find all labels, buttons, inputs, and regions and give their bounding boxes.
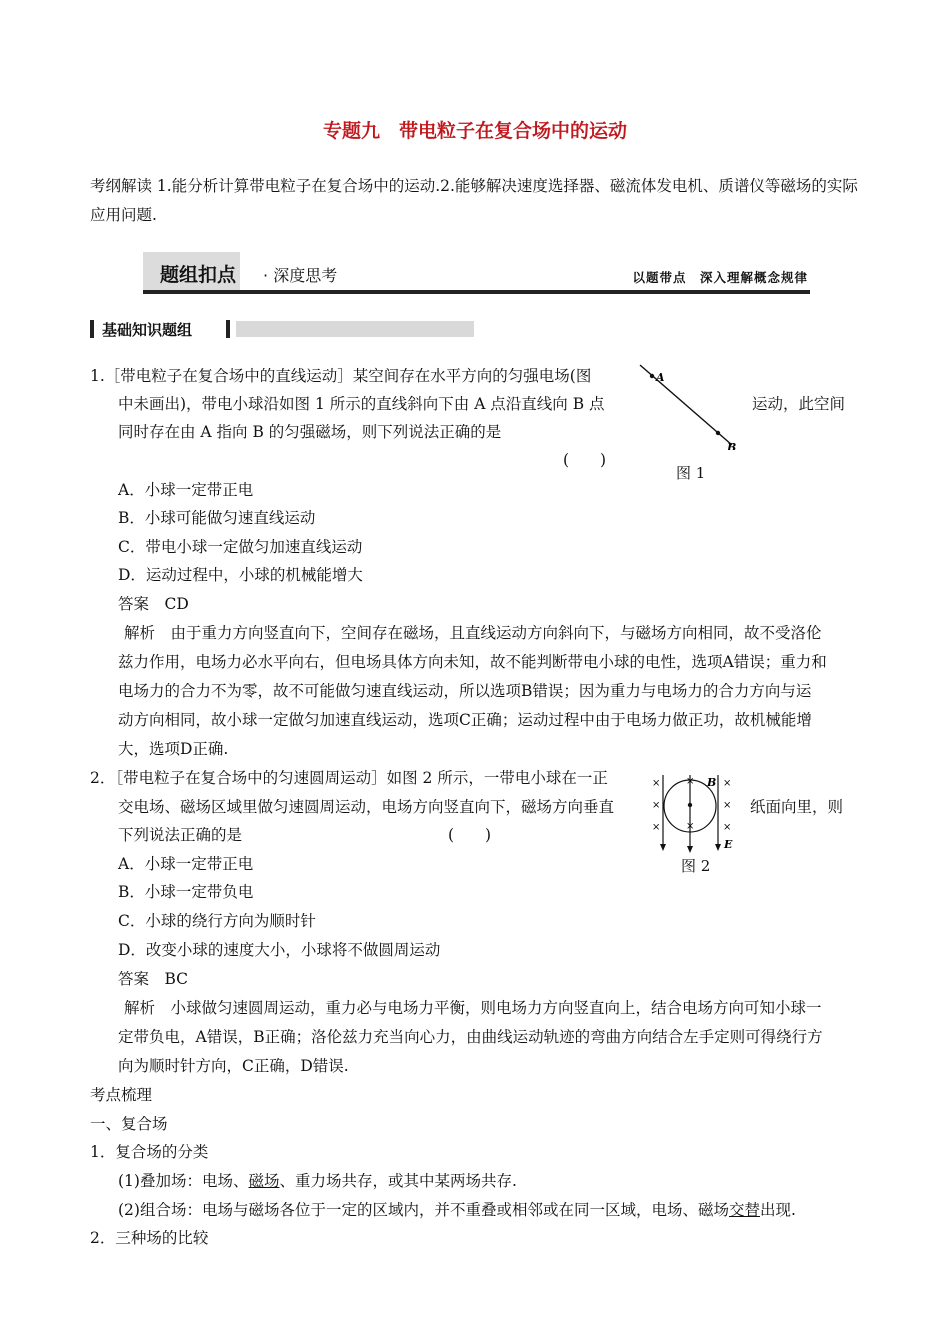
underlined-term: 磁场 bbox=[248, 1172, 280, 1190]
section-bar-left bbox=[90, 320, 94, 338]
section-label: 基础知识题组 bbox=[102, 321, 193, 339]
q2-option-d: D．改变小球的速度大小，小球将不做圆周运动 bbox=[118, 941, 441, 959]
page-title: 专题九 带电粒子在复合场中的运动 bbox=[322, 120, 627, 142]
q2-option-a: A．小球一定带正电 bbox=[118, 855, 254, 873]
figure-2-diagram bbox=[645, 770, 745, 855]
points-item-2: 2．三种场的比较 bbox=[90, 1229, 209, 1247]
banner-underline bbox=[143, 290, 810, 294]
label-e: E bbox=[724, 838, 733, 851]
q1-answer: 答案 CD bbox=[118, 595, 189, 613]
q1-option-d: D．运动过程中，小球的机械能增大 bbox=[118, 566, 363, 584]
q1-line3: 同时存在由 A 指向 B 的匀强磁场，则下列说法正确的是 bbox=[118, 423, 502, 441]
q1-line2: 中未画出)，带电小球沿如图 1 所示的直线斜向下由 A 点沿直线向 B 点 bbox=[118, 395, 605, 413]
q1-option-c: C．带电小球一定做匀加速直线运动 bbox=[118, 538, 363, 556]
q1-line2-tail: 运动，此空间 bbox=[752, 395, 846, 413]
cross-mark: × bbox=[652, 800, 661, 811]
q1-analysis-4: 动方向相同，故小球一定做匀加速直线运动，选项C正确；运动过程中由于电场力做正功，故机械能增 bbox=[118, 711, 812, 729]
point-a-marker bbox=[650, 374, 654, 378]
banner-right: 以题带点 深入理解概念规律 bbox=[632, 270, 808, 285]
banner-sub: · 深度思考 bbox=[263, 266, 338, 285]
figure-2-caption: 图 2 bbox=[681, 857, 711, 875]
q2-analysis-1: 解析 小球做匀速圆周运动，重力必与电场力平衡，则电场力方向竖直向上，结合电场方向可知小球一 bbox=[124, 999, 822, 1017]
q1-paren: ( ) bbox=[563, 451, 607, 469]
q2-answer: 答案 BC bbox=[118, 970, 189, 988]
points-item-1a: (1)叠加场：电场、磁场、重力场共存，或其中某两场共存. bbox=[118, 1172, 517, 1190]
q2-line3: 下列说法正确的是 bbox=[118, 826, 243, 844]
q2-option-c: C．小球的绕行方向为顺时针 bbox=[118, 912, 316, 930]
q2-analysis-3: 向为顺时针方向，C正确，D错误. bbox=[118, 1057, 349, 1075]
arrow-head-2 bbox=[687, 846, 693, 853]
cross-mark: × bbox=[686, 821, 695, 832]
cross-mark: × bbox=[723, 800, 732, 811]
q1-analysis-5: 大，选项D正确. bbox=[118, 740, 229, 758]
arrow-head-1 bbox=[660, 844, 666, 851]
point-b-marker bbox=[716, 431, 720, 435]
cross-mark: × bbox=[723, 822, 732, 833]
section-grey-strip bbox=[236, 321, 474, 337]
underlined-term: 交替 bbox=[728, 1201, 760, 1219]
arrow-head-3 bbox=[715, 844, 721, 851]
cross-mark: × bbox=[652, 822, 661, 833]
label-b: B bbox=[707, 776, 717, 789]
points-heading: 考点梳理 bbox=[90, 1086, 153, 1104]
points-section-1: 一、复合场 bbox=[90, 1115, 168, 1133]
cross-mark: × bbox=[686, 776, 695, 787]
q2-line2-tail: 纸面向里，则 bbox=[750, 798, 844, 816]
cross-mark: × bbox=[723, 778, 732, 789]
figure-1-caption: 图 1 bbox=[676, 464, 706, 482]
intro-text: 考纲解读 1.能分析计算带电粒子在复合场中的运动.2.能够解决速度选择器、磁流体发电机、质谱仪等磁场的实际应用问题. bbox=[90, 177, 858, 224]
section-bar-right bbox=[226, 320, 230, 338]
cross-mark: × bbox=[652, 778, 661, 789]
figure-1-diagram bbox=[630, 360, 740, 450]
section-banner bbox=[143, 252, 810, 294]
q2-option-b: B．小球一定带负电 bbox=[118, 883, 254, 901]
q1-analysis-2: 兹力作用，电场力必水平向右，但电场具体方向未知，故不能判断带电小球的电性，选项A错误；重力和 bbox=[118, 653, 827, 671]
point-b-label: B bbox=[727, 441, 737, 450]
points-item-1b: (2)组合场：电场与磁场各位于一定的区域内，并不重叠或相邻或在同一区域，电场、磁场交替出现. bbox=[118, 1201, 796, 1219]
q2-line2: 交电场、磁场区域里做匀速圆周运动，电场方向竖直向下，磁场方向垂直 bbox=[118, 798, 615, 816]
point-a-label: A bbox=[656, 371, 665, 384]
q2-paren: ( ) bbox=[448, 826, 492, 844]
q1-option-b: B．小球可能做匀速直线运动 bbox=[118, 509, 316, 527]
q2-analysis-2: 定带负电，A错误，B正确；洛伦兹力充当向心力，由曲线运动轨迹的弯曲方向结合左手定则可得绕行方 bbox=[118, 1028, 823, 1046]
q1-line1: 1.［带电粒子在复合场中的直线运动］某空间存在水平方向的匀强电场(图 bbox=[90, 367, 592, 385]
q1-option-a: A．小球一定带正电 bbox=[118, 481, 254, 499]
q1-analysis-3: 电场力的合力不为零，故不可能做匀速直线运动，所以选项B错误；因为重力与电场力的合力方向与运 bbox=[118, 682, 812, 700]
q1-analysis-1: 解析 由于重力方向竖直向下，空间存在磁场，且直线运动方向斜向下，与磁场方向相同，故不受洛伦 bbox=[124, 624, 822, 642]
q2-line1: 2．［带电粒子在复合场中的匀速圆周运动］如图 2 所示，一带电小球在一正 bbox=[90, 769, 608, 787]
points-item-1: 1．复合场的分类 bbox=[90, 1143, 209, 1161]
charged-ball bbox=[688, 803, 692, 807]
banner-main: 题组扣点 bbox=[160, 264, 237, 286]
